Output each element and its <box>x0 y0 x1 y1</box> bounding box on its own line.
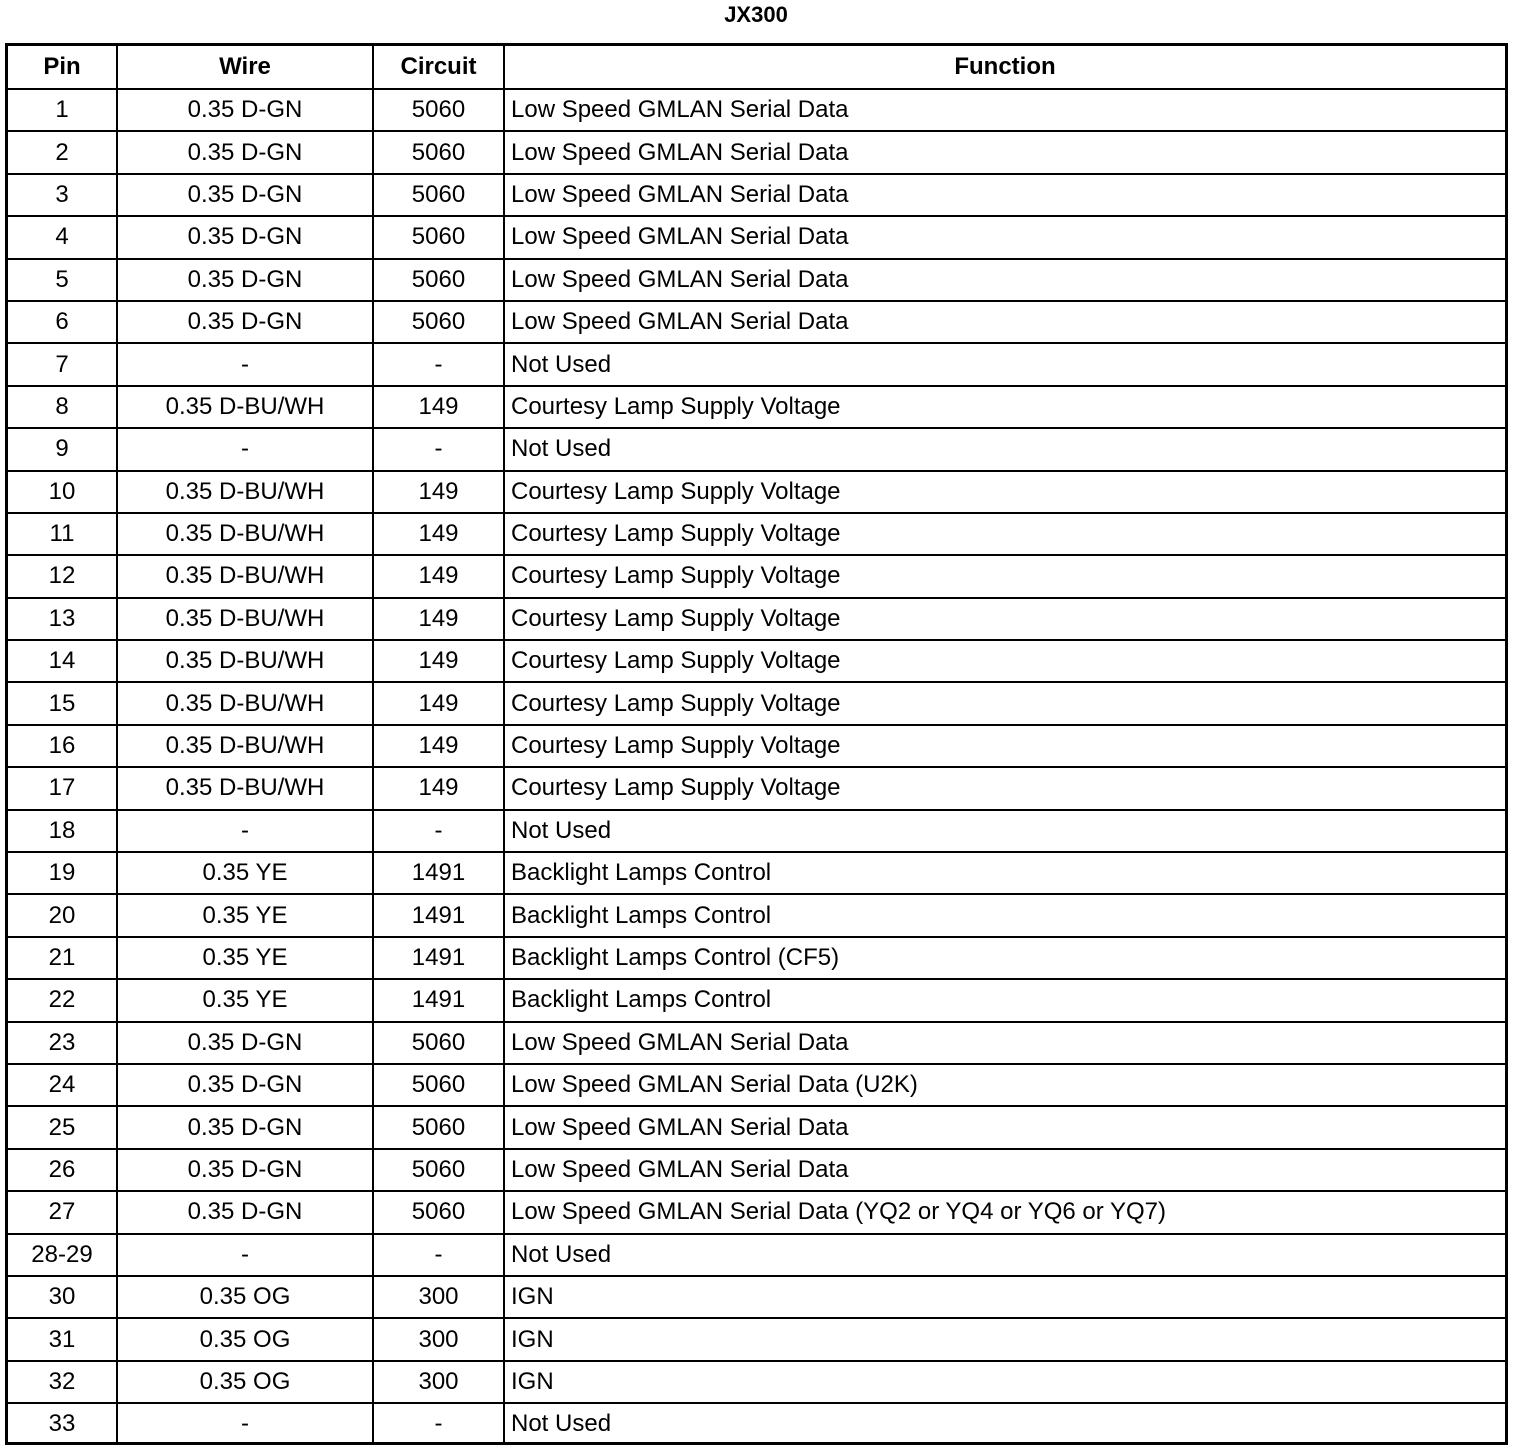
table-row <box>8 301 1505 343</box>
cell-circuit: 149 <box>373 386 504 428</box>
cell-pin: 3 <box>8 174 117 216</box>
table-row <box>8 174 1505 216</box>
page-title: JX300 <box>724 2 788 27</box>
cell-wire: 0.35 D-GN <box>117 1106 373 1148</box>
cell-pin: 20 <box>8 894 117 936</box>
table-row <box>8 1403 1505 1444</box>
cell-circuit: 5060 <box>373 1064 504 1106</box>
cell-wire: 0.35 D-BU/WH <box>117 682 373 724</box>
cell-function: Not Used <box>504 1234 1505 1276</box>
cell-function: IGN <box>504 1276 1505 1318</box>
table-row <box>8 1318 1505 1360</box>
table-row <box>8 1191 1505 1233</box>
cell-wire: 0.35 YE <box>117 852 373 894</box>
table-row <box>8 640 1505 682</box>
cell-circuit: 5060 <box>373 1149 504 1191</box>
cell-wire: 0.35 YE <box>117 894 373 936</box>
cell-wire: 0.35 D-GN <box>117 89 373 131</box>
cell-circuit: 149 <box>373 682 504 724</box>
table-row <box>8 682 1505 724</box>
cell-pin: 21 <box>8 937 117 979</box>
cell-wire: 0.35 D-GN <box>117 1191 373 1233</box>
table-row <box>8 767 1505 809</box>
cell-wire: 0.35 OG <box>117 1361 373 1403</box>
cell-function: Backlight Lamps Control <box>504 894 1505 936</box>
cell-circuit: - <box>373 1234 504 1276</box>
table-row <box>8 343 1505 385</box>
table-row <box>8 428 1505 470</box>
cell-wire: 0.35 OG <box>117 1276 373 1318</box>
table-row <box>8 725 1505 767</box>
cell-function: IGN <box>504 1318 1505 1360</box>
table-row <box>8 471 1505 513</box>
table-row <box>8 1361 1505 1403</box>
cell-wire: 0.35 D-BU/WH <box>117 640 373 682</box>
cell-function: Courtesy Lamp Supply Voltage <box>504 598 1505 640</box>
table-row <box>8 979 1505 1021</box>
cell-wire: 0.35 D-BU/WH <box>117 725 373 767</box>
table-row <box>8 216 1505 258</box>
cell-function: Low Speed GMLAN Serial Data (U2K) <box>504 1064 1505 1106</box>
cell-wire: 0.35 D-GN <box>117 131 373 173</box>
cell-pin: 8 <box>8 386 117 428</box>
cell-wire: 0.35 D-GN <box>117 259 373 301</box>
cell-pin: 26 <box>8 1149 117 1191</box>
cell-wire: - <box>117 810 373 852</box>
cell-circuit: 5060 <box>373 89 504 131</box>
cell-function: Not Used <box>504 1403 1505 1444</box>
cell-pin: 14 <box>8 640 117 682</box>
cell-wire: 0.35 D-GN <box>117 1064 373 1106</box>
cell-circuit: - <box>373 343 504 385</box>
header-function: Function <box>504 46 1505 89</box>
cell-wire: 0.35 D-GN <box>117 174 373 216</box>
cell-pin: 1 <box>8 89 117 131</box>
table-row <box>8 598 1505 640</box>
cell-function: Courtesy Lamp Supply Voltage <box>504 471 1505 513</box>
cell-circuit: 149 <box>373 513 504 555</box>
cell-pin: 2 <box>8 131 117 173</box>
cell-function: Courtesy Lamp Supply Voltage <box>504 386 1505 428</box>
cell-pin: 33 <box>8 1403 117 1444</box>
cell-function: Low Speed GMLAN Serial Data (YQ2 or YQ4 or YQ6 or YQ7) <box>504 1191 1505 1233</box>
connector-pinout-table <box>8 46 1505 1445</box>
cell-wire: 0.35 D-BU/WH <box>117 598 373 640</box>
cell-circuit: 1491 <box>373 852 504 894</box>
cell-pin: 19 <box>8 852 117 894</box>
cell-function: Low Speed GMLAN Serial Data <box>504 216 1505 258</box>
cell-function: Courtesy Lamp Supply Voltage <box>504 682 1505 724</box>
cell-pin: 24 <box>8 1064 117 1106</box>
table-row <box>8 555 1505 597</box>
cell-wire: - <box>117 1403 373 1444</box>
connector-table-container <box>5 43 1508 1445</box>
cell-pin: 16 <box>8 725 117 767</box>
cell-pin: 7 <box>8 343 117 385</box>
cell-pin: 30 <box>8 1276 117 1318</box>
cell-function: Courtesy Lamp Supply Voltage <box>504 640 1505 682</box>
cell-circuit: 5060 <box>373 216 504 258</box>
cell-circuit: 149 <box>373 640 504 682</box>
cell-wire: 0.35 D-BU/WH <box>117 386 373 428</box>
cell-wire: - <box>117 1234 373 1276</box>
cell-circuit: 300 <box>373 1276 504 1318</box>
cell-function: Low Speed GMLAN Serial Data <box>504 131 1505 173</box>
cell-function: Low Speed GMLAN Serial Data <box>504 301 1505 343</box>
cell-wire: 0.35 D-GN <box>117 1022 373 1064</box>
cell-function: Low Speed GMLAN Serial Data <box>504 1149 1505 1191</box>
cell-circuit: 149 <box>373 555 504 597</box>
cell-circuit: - <box>373 428 504 470</box>
cell-function: Low Speed GMLAN Serial Data <box>504 259 1505 301</box>
cell-wire: - <box>117 428 373 470</box>
cell-circuit: 1491 <box>373 894 504 936</box>
cell-function: Not Used <box>504 343 1505 385</box>
cell-circuit: 149 <box>373 471 504 513</box>
cell-wire: 0.35 D-GN <box>117 1149 373 1191</box>
cell-pin: 10 <box>8 471 117 513</box>
cell-wire: 0.35 D-GN <box>117 301 373 343</box>
cell-wire: 0.35 D-BU/WH <box>117 767 373 809</box>
table-row <box>8 1276 1505 1318</box>
cell-pin: 28-29 <box>8 1234 117 1276</box>
header-circuit: Circuit <box>373 46 504 89</box>
cell-pin: 13 <box>8 598 117 640</box>
cell-function: Low Speed GMLAN Serial Data <box>504 89 1505 131</box>
cell-function: Backlight Lamps Control <box>504 852 1505 894</box>
table-row <box>8 1022 1505 1064</box>
table-row <box>8 259 1505 301</box>
cell-pin: 17 <box>8 767 117 809</box>
table-row <box>8 852 1505 894</box>
cell-wire: - <box>117 343 373 385</box>
header-pin: Pin <box>8 46 117 89</box>
cell-pin: 12 <box>8 555 117 597</box>
table-body <box>8 89 1505 1445</box>
header-wire: Wire <box>117 46 373 89</box>
cell-function: Backlight Lamps Control (CF5) <box>504 937 1505 979</box>
cell-wire: 0.35 YE <box>117 979 373 1021</box>
cell-function: Low Speed GMLAN Serial Data <box>504 174 1505 216</box>
cell-pin: 25 <box>8 1106 117 1148</box>
cell-circuit: 300 <box>373 1361 504 1403</box>
cell-pin: 32 <box>8 1361 117 1403</box>
cell-circuit: 5060 <box>373 174 504 216</box>
cell-circuit: 5060 <box>373 259 504 301</box>
cell-circuit: 1491 <box>373 979 504 1021</box>
cell-wire: 0.35 D-BU/WH <box>117 471 373 513</box>
cell-pin: 22 <box>8 979 117 1021</box>
table-row <box>8 1149 1505 1191</box>
cell-pin: 9 <box>8 428 117 470</box>
cell-pin: 11 <box>8 513 117 555</box>
table-row <box>8 810 1505 852</box>
cell-circuit: 5060 <box>373 1022 504 1064</box>
cell-circuit: - <box>373 810 504 852</box>
cell-pin: 18 <box>8 810 117 852</box>
cell-function: Not Used <box>504 810 1505 852</box>
cell-pin: 15 <box>8 682 117 724</box>
table-row <box>8 131 1505 173</box>
table-row <box>8 937 1505 979</box>
cell-wire: 0.35 D-BU/WH <box>117 555 373 597</box>
cell-circuit: 149 <box>373 598 504 640</box>
table-header-row <box>8 46 1505 89</box>
cell-function: Courtesy Lamp Supply Voltage <box>504 767 1505 809</box>
table-row <box>8 1106 1505 1148</box>
cell-pin: 4 <box>8 216 117 258</box>
cell-function: Backlight Lamps Control <box>504 979 1505 1021</box>
cell-circuit: - <box>373 1403 504 1444</box>
cell-wire: 0.35 YE <box>117 937 373 979</box>
cell-circuit: 149 <box>373 767 504 809</box>
table-row <box>8 513 1505 555</box>
cell-pin: 27 <box>8 1191 117 1233</box>
cell-pin: 23 <box>8 1022 117 1064</box>
cell-circuit: 5060 <box>373 1191 504 1233</box>
cell-pin: 5 <box>8 259 117 301</box>
cell-circuit: 5060 <box>373 1106 504 1148</box>
cell-function: Courtesy Lamp Supply Voltage <box>504 555 1505 597</box>
cell-circuit: 5060 <box>373 301 504 343</box>
cell-function: IGN <box>504 1361 1505 1403</box>
cell-wire: 0.35 D-BU/WH <box>117 513 373 555</box>
cell-function: Not Used <box>504 428 1505 470</box>
cell-pin: 31 <box>8 1318 117 1360</box>
cell-function: Low Speed GMLAN Serial Data <box>504 1106 1505 1148</box>
table-row <box>8 894 1505 936</box>
table-row <box>8 89 1505 131</box>
cell-circuit: 300 <box>373 1318 504 1360</box>
table-row <box>8 1064 1505 1106</box>
table-row <box>8 1234 1505 1276</box>
cell-circuit: 5060 <box>373 131 504 173</box>
cell-function: Courtesy Lamp Supply Voltage <box>504 513 1505 555</box>
cell-wire: 0.35 D-GN <box>117 216 373 258</box>
cell-function: Courtesy Lamp Supply Voltage <box>504 725 1505 767</box>
table-row <box>8 386 1505 428</box>
cell-pin: 6 <box>8 301 117 343</box>
cell-wire: 0.35 OG <box>117 1318 373 1360</box>
cell-circuit: 1491 <box>373 937 504 979</box>
cell-circuit: 149 <box>373 725 504 767</box>
cell-function: Low Speed GMLAN Serial Data <box>504 1022 1505 1064</box>
